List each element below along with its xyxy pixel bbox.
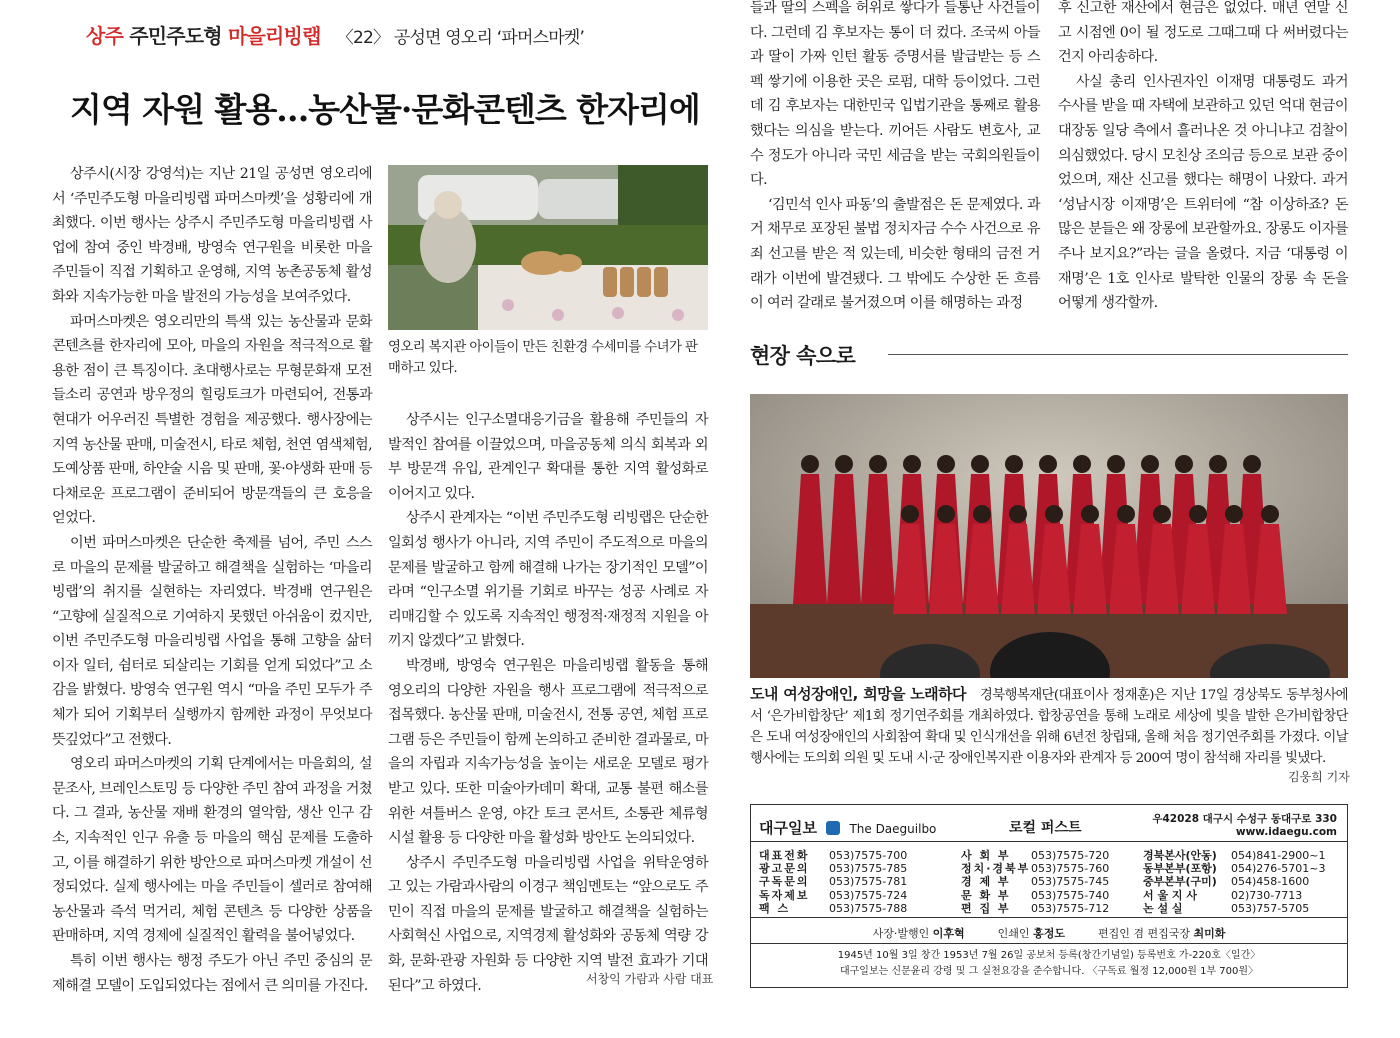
singer-head xyxy=(801,455,819,473)
masthead-phones-1 xyxy=(759,849,949,915)
column-continued-right xyxy=(1058,0,1348,316)
phone-number: 053)7575-740 xyxy=(1031,888,1110,902)
phone-number: 053)757-5705 xyxy=(1231,901,1310,915)
phone-row xyxy=(759,849,949,862)
singer-head xyxy=(973,505,991,523)
paragraph: 들과 딸의 스펙을 허위로 쌓다가 들통난 사건들이다. 그런데 김 후보자는 통이 더 컸다. 조국씨 아들과 딸이 가짜 인턴 활동 증명서를 발급받는 등 스펙 쌓기에 이용한 곳은 로펌, 대학 등이었다. 그런데 김 후보자는 대한민국 입법기관을 통째로 활용했다는 의심을 받는다. 끼어든 사람도 변호사, 교수 정도가 아니라 국민 세금을 받는 국회의원들이다. xyxy=(750,0,1040,189)
singer-head xyxy=(1141,455,1159,473)
paragraph: 파머스마켓은 영오리만의 특색 있는 농산물과 문화콘텐츠를 한자리에 모아, 마을의 자원을 적극적으로 활용한 점이 큰 특징이다. 초대행사로는 무형문화재 모전들소리 공연과 방우정의 힐링토크가 마련되어, 전통과 현대가 어우러진 특별한 경험을 제공했다. 행사장에는 지역 농산물 판매, 미술전시, 타로 체험, 천연 염색체험, 도예상품 판매, 하얀술 시음 및 판매, 꽃·야생화 판매 등 다채로운 프로그램이 준비되어 방문객들의 큰 호응을 얻었다. xyxy=(52,313,372,527)
phone-row xyxy=(961,889,1151,902)
singer-head xyxy=(835,455,853,473)
phone-label: 문 화 부 xyxy=(961,888,1011,902)
masthead-footer-1: 1945년 10월 3일 창간 1953년 7월 26일 공보처 등록(창간기념일) 등록번호 가-220호〈일간〉 xyxy=(837,950,1261,961)
phone-label: 서 울 지 사 xyxy=(1143,888,1197,902)
singer-head xyxy=(1175,455,1193,473)
singer-head xyxy=(1081,505,1099,523)
paragraph: 후 신고한 재산에서 현금은 없었다. 매년 연말 신고 시점엔 0이 될 정도로 그때그때 다 써버렸다는 건지 아리송하다. xyxy=(1058,0,1348,66)
paragraph: 박경배, 방영숙 연구원은 마을리빙랩 활동을 통해 영오리의 다양한 자원을 행사 프로그램에 적극적으로 접목했다. 농산물 판매, 미술전시, 전통 공연, 체험 프로그램 등은 주민들이 함께 논의하고 준비한 결과물로, 마을의 자립과 지속가능성을 높이는 새로운 모델로 평가받고 있다. 또한 미술아카데미 확대, 교통 불편 해소를 위한 셔틀버스 운영, 야간 토크 콘서트, 소통관 체류형 시설 활용 등 다양한 마을 활성화 방안도 논의되었다. xyxy=(388,657,708,847)
singer-head xyxy=(1009,505,1027,523)
phone-number: 053)7575-745 xyxy=(1031,875,1110,889)
paragraph: ‘김민석 인사 파동’의 출발점은 돈 문제였다. 과거 채무로 포장된 불법 정치자금 수수 사건으로 유죄 선고를 받은 적 있는데, 비슷한 형태의 금전 거래가 이번에 발견됐다. 그 밖에도 수상한 돈 흐름이 여러 갈래로 불거졌으며 이를 해명하는 과정 xyxy=(750,196,1040,312)
logo-mark-icon xyxy=(826,821,840,835)
masthead-rule-1 xyxy=(751,841,1347,842)
phone-row xyxy=(759,862,949,875)
paragraph: 사실 총리 인사권자인 이재명 대통령도 과거 수사를 받을 때 자택에 보관하고 있던 억대 현금이 대장동 일당 측에서 흘러나온 것 아니냐고 검찰이 의심했었다. 당시 모친상 조의금 등으로 보관 중이었으며, 재산 신고를 했다는 해명이 나왔다. 과거 ‘성남시장 이재명’은 트위터에 “참 이상하죠? 돈 많은 분들은 왜 장롱에 보관할까요. 장롱도 이자를 주나 보지요?”라는 글을 올렸다. 지금 ‘대통령 이재명’은 1호 인사로 발탁한 인물의 장롱 속 돈을 어떻게 생각할까. xyxy=(1058,73,1348,312)
phone-row xyxy=(961,902,1151,915)
masthead-logo-text: 대구일보 xyxy=(759,819,817,837)
masthead-staff xyxy=(751,925,1347,941)
phone-number: 053)7575-712 xyxy=(1031,901,1110,915)
choir-photo-illustration xyxy=(750,394,1348,678)
market-photo xyxy=(388,165,708,330)
printer-label: 인쇄인 xyxy=(997,927,1030,940)
singer-head xyxy=(1153,505,1171,523)
singer-head xyxy=(1189,505,1207,523)
series-episode: 〈22〉 공성면 영오리 ‘파머스마켓’ xyxy=(336,28,585,48)
choir-photo xyxy=(750,394,1348,678)
singer-head xyxy=(1045,505,1063,523)
phone-label: 중부본부(구미) xyxy=(1143,875,1217,889)
editor-name: 최미화 xyxy=(1193,927,1226,940)
phone-label: 경북본사(안동) xyxy=(1143,849,1217,862)
singer-head xyxy=(901,505,919,523)
phone-label: 팩 스 xyxy=(759,901,791,915)
market-photo-illustration xyxy=(388,165,708,330)
singer-head xyxy=(1225,505,1243,523)
masthead-rule-2 xyxy=(751,917,1347,918)
paragraph: 영오리 파머스마켓의 기획 단계에서는 마을회의, 설문조사, 브레인스토밍 등 다양한 주민 참여 과정을 거쳤다. 그 결과, 농산물 재배 환경의 열악함, 생산 인구 감소, 지속적인 인구 유출 등 마을의 핵심 문제를 도출하고, 이를 해결하기 위한 방안으로 파머스마켓 개설이 선정되었다. 실제 행사에는 마을 주민들이 셀러로 참여해 농산물과 즉석 먹거리, 체험 콘텐츠 등 다양한 상품을 판매하며, 지역 경제에 실질적인 활력을 불어넣었다. xyxy=(52,756,372,945)
photo-caption: 영오리 복지관 아이들이 만든 친환경 수세미를 수녀가 판매하고 있다. xyxy=(388,340,698,376)
phone-row xyxy=(759,889,949,902)
article-byline: 서창익 가람과 사람 대표 xyxy=(586,972,714,986)
photo-news-reporter: 김웅희 기자 xyxy=(1288,770,1350,784)
phone-number: 053)7575-720 xyxy=(1031,849,1110,862)
phone-row xyxy=(1143,862,1343,875)
phone-number: 02)730-7713 xyxy=(1231,888,1303,902)
singer-head xyxy=(937,455,955,473)
photo-news xyxy=(750,684,1348,769)
phone-label: 동부본부(포항) xyxy=(1143,862,1217,876)
singer-head xyxy=(1073,455,1091,473)
masthead-address: 우42028 대구시 수성구 동대구로 330 xyxy=(1152,813,1337,825)
singer-head xyxy=(1261,505,1279,523)
phone-label: 정치·경북부 xyxy=(961,862,1031,876)
paragraph: 상주시 관계자는 “이번 주민주도형 리빙랩은 단순한 일회성 행사가 아니라, 지역 주민이 주도적으로 마을의 문제를 발굴하고 함께 해결해 나가는 장기적인 모델”이라며 “인구소멸 위기를 기회로 바꾸는 성공 사례로 자리매김할 수 있도록 지속적인 행정적·재정적 지원을 아끼지 않겠다”고 밝혔다. xyxy=(388,510,708,650)
singer-head xyxy=(1107,455,1125,473)
masthead-footer-2: 대구일보는 신문윤리 강령 및 그 실천요강을 준수합니다. 〈구독료 월정 12,000원 1부 700원〉 xyxy=(839,966,1259,977)
headline: 지역 자원 활용…농산물·문화콘텐츠 한자리에 xyxy=(70,90,700,129)
series-title: 마을리빙랩 xyxy=(228,24,321,48)
phone-row xyxy=(961,862,1151,875)
phone-row xyxy=(1143,902,1343,915)
phone-row xyxy=(1143,875,1343,888)
phone-label: 독자제보 xyxy=(759,888,810,902)
phone-label: 논 설 실 xyxy=(1143,901,1183,915)
phone-number: 053)7575-785 xyxy=(829,862,908,876)
phone-label: 광고문의 xyxy=(759,862,810,876)
paragraph: 상주시 주민주도형 마을리빙랩 사업을 위탁운영하고 있는 가람과사람의 이경구 책임멘토는 “앞으로도 주민이 직접 마을의 문제를 발굴하고 해결책을 실험하는 사회혁신 사업으로, 지역경제 활성화와 공동체 역량 강화, 문화·관광 자원화 등 다양한 지역 발전 효과가 기대된다”고 하였다. xyxy=(388,854,708,994)
phone-row xyxy=(961,849,1151,862)
column-continued-left xyxy=(750,0,1040,316)
paragraph: 이번 파머스마켓은 단순한 축제를 넘어, 주민 스스로 마을의 문제를 발굴하고 해결책을 실험하는 ‘마을리빙랩’의 취지를 실현하는 자리였다. 박경배 연구원은 “고향에 실질적으로 기여하지 못했던 아쉬움이 컸지만, 이번 주민주도형 마을리빙랩 사업을 통해 고향을 삶터이자 일터, 쉼터로 되살리는 기회를 얻게 되었다”고 소감을 밝혔다. 방영숙 연구원 역시 “마을 주민 모두가 주체가 되어 기획부터 실행까지 함께한 과정이 무엇보다 뜻깊었다”고 전했다. xyxy=(52,534,372,748)
masthead-footer xyxy=(751,948,1347,980)
series-mid: 주민주도형 xyxy=(129,24,222,48)
paragraph: 상주시(시장 강영석)는 지난 21일 공성면 영오리에서 ‘주민주도형 마을리빙랩 파머스마켓’을 성황리에 개최했다. 이번 행사는 상주시 주민주도형 마을리빙랩 사업에 참여 중인 박경배, 방영숙 연구원을 비롯한 마을 주민들이 직접 기획하고 운영해, 지역 농촌공동체 활성화와 지속가능한 마을 발전의 가능성을 보여주었다. xyxy=(52,166,372,305)
phone-row xyxy=(961,875,1151,888)
singer-head xyxy=(1209,455,1227,473)
masthead-rule-3 xyxy=(751,943,1347,944)
phone-number: 053)7575-781 xyxy=(829,875,908,889)
article-column-2 xyxy=(388,408,708,998)
masthead-edition: 로컬 퍼스트 xyxy=(1009,820,1082,836)
phone-label: 편 집 부 xyxy=(961,901,1011,915)
publisher-label: 사장·발행인 xyxy=(872,927,930,940)
photo-news-text: 경북행복재단(대표이사 정재훈)은 지난 17일 경상북도 동부청사에서 ‘은가비합창단’ 제1회 정기연주회를 개최하였다. 합창공연을 통해 노래로 세상에 빛을 발한 은가비합창단은 도내 여성장애인의 사회참여 확대 및 인식개선을 위해 6년전 창립돼, 올해 처음 정기연주회를 가졌다. 이날 행사에는 도의회 의원 및 도내 시·군 장애인복지관 이용자와 관계자 등 200여 명이 참석해 자리를 빛냈다. xyxy=(750,688,1348,766)
article-column-1 xyxy=(52,162,372,998)
printer-name: 홍정도 xyxy=(1033,927,1065,940)
series-place: 상주 xyxy=(86,24,124,48)
phone-number: 054)841-2900~1 xyxy=(1231,849,1326,862)
masthead-url: www.idaegu.com xyxy=(1235,826,1337,838)
phone-number: 053)7575-760 xyxy=(1031,862,1110,876)
phone-number: 054)276-5701~3 xyxy=(1231,862,1326,876)
singer-head xyxy=(903,455,921,473)
publisher-name: 이후혁 xyxy=(932,927,965,940)
phone-number: 053)7575-700 xyxy=(829,849,908,862)
phone-row xyxy=(759,902,949,915)
paragraph: 특히 이번 행사는 행정 주도가 아닌 주민 중심의 문제해결 모델이 도입되었다는 점에서 큰 의미를 가진다. xyxy=(52,953,372,994)
singer-head xyxy=(1117,505,1135,523)
singer-head xyxy=(971,455,989,473)
phone-label: 대표전화 xyxy=(759,849,810,862)
series-header xyxy=(86,20,584,49)
phone-number: 053)7575-788 xyxy=(829,901,908,915)
phone-number: 053)7575-724 xyxy=(829,888,908,902)
phone-row xyxy=(1143,849,1343,862)
singer-head xyxy=(937,505,955,523)
masthead xyxy=(750,804,1348,988)
phone-number: 054)458-1600 xyxy=(1231,875,1310,889)
masthead-phones-3 xyxy=(1143,849,1343,915)
singer-head xyxy=(1243,455,1261,473)
singer-head xyxy=(869,455,887,473)
editor-label: 편집인 겸 편집국장 xyxy=(1097,927,1190,940)
masthead-logo xyxy=(759,817,936,838)
phone-row xyxy=(1143,889,1343,902)
phone-label: 경 제 부 xyxy=(961,875,1011,889)
singer-head xyxy=(1039,455,1057,473)
masthead-logo-en: The Daeguilbo xyxy=(849,822,937,836)
singer-head xyxy=(1005,455,1023,473)
photo-news-title: 도내 여성장애인, 희망을 노래하다 xyxy=(750,685,966,703)
section-rule xyxy=(888,354,1348,355)
phone-label: 구독문의 xyxy=(759,875,810,889)
masthead-phones-2 xyxy=(961,849,1151,915)
section-title: 현장 속으로 xyxy=(750,344,856,368)
phone-label: 사 회 부 xyxy=(961,849,1011,862)
paragraph: 상주시는 인구소멸대응기금을 활용해 주민들의 자발적인 참여를 이끌었으며, 마을공동체 의식 회복과 외부 방문객 유입, 관계인구 확대를 통한 지역 활성화로 이어지고 있다. xyxy=(388,412,708,502)
masthead-contact xyxy=(1152,813,1337,839)
phone-row xyxy=(759,875,949,888)
